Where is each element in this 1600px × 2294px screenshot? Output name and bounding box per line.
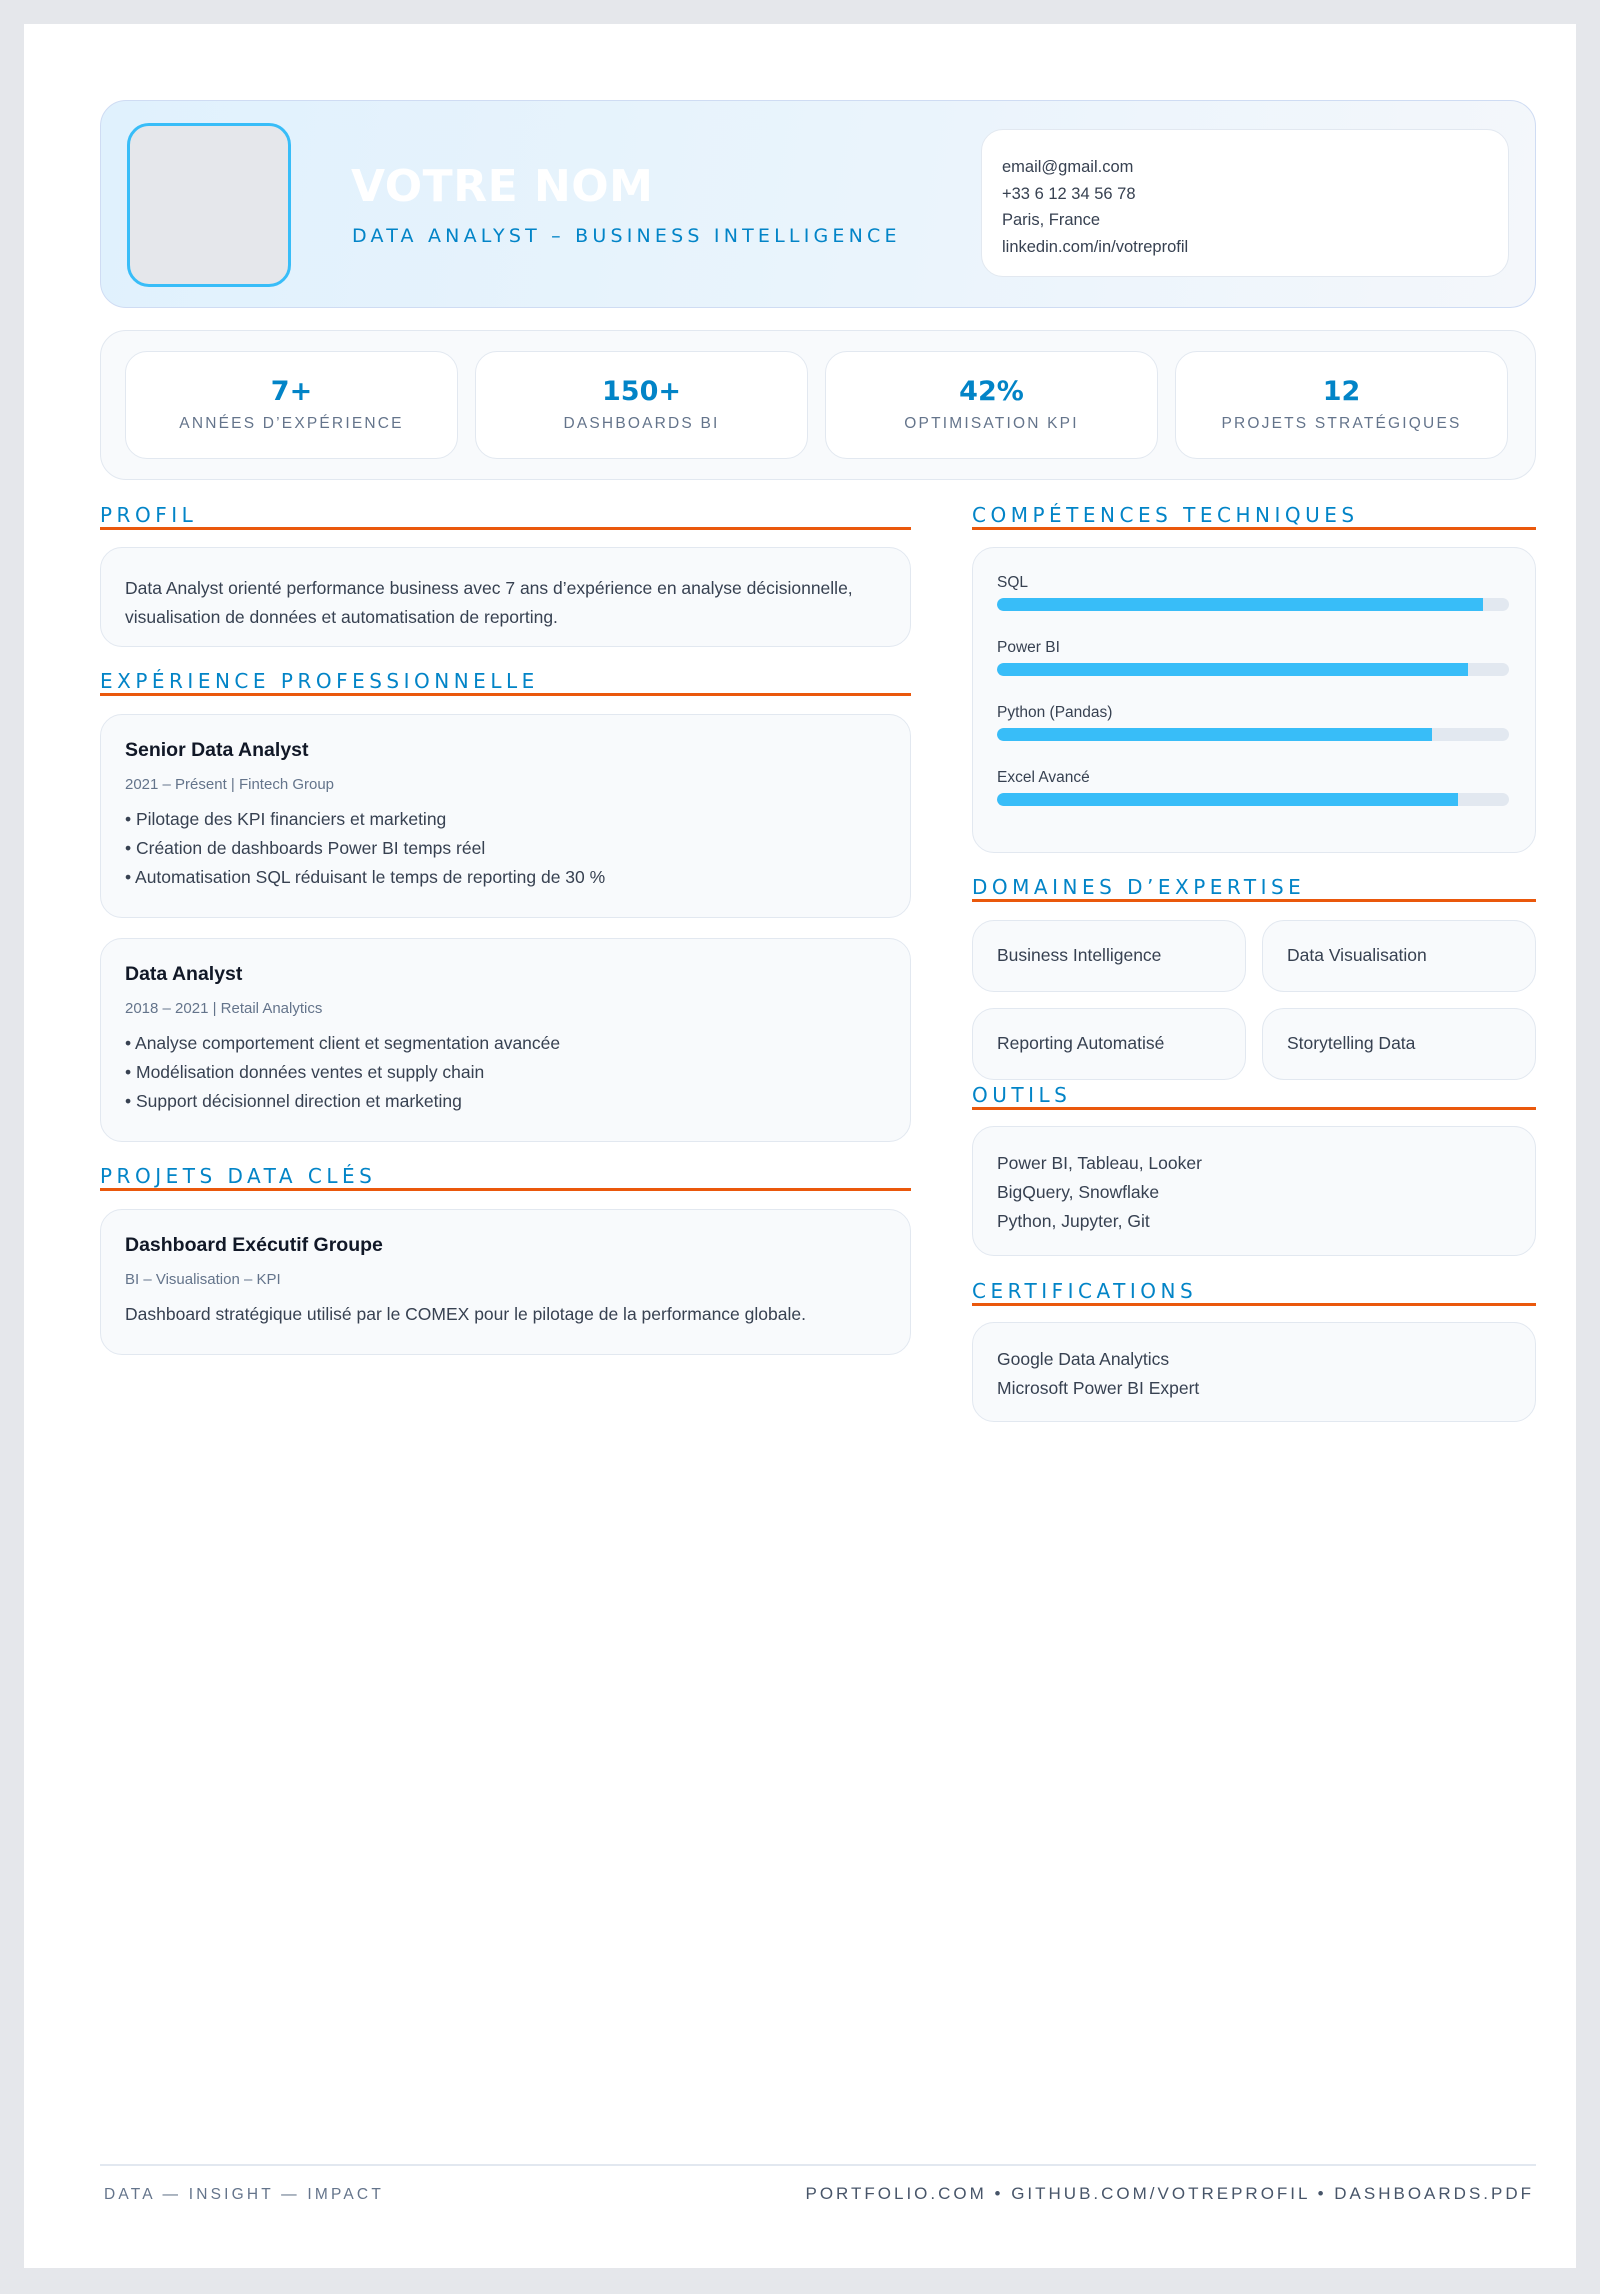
- section-title-certifications: CERTIFICATIONS: [972, 1280, 1536, 1306]
- job-meta: 2021 – Présent | Fintech Group: [125, 776, 335, 793]
- certification-line: Microsoft Power BI Expert: [997, 1378, 1200, 1398]
- profile-card: [100, 547, 911, 647]
- stat-card-kpi: [825, 351, 1158, 459]
- job-title: Senior Data Analyst: [125, 739, 309, 761]
- profile-photo-placeholder: [127, 123, 291, 287]
- stats-bar: [100, 330, 1536, 480]
- experience-card: [100, 938, 911, 1142]
- expertise-chip: Storytelling Data: [1262, 1008, 1536, 1080]
- project-meta: BI – Visualisation – KPI: [125, 1271, 281, 1288]
- skill-bar-track: [997, 598, 1509, 611]
- skill-bar-fill: [997, 793, 1458, 806]
- section-title-skills: COMPÉTENCES TECHNIQUES: [972, 504, 1536, 530]
- footer-tagline: DATA — INSIGHT — IMPACT: [104, 2186, 384, 2203]
- job-bullet: • Création de dashboards Power BI temps réel: [125, 838, 486, 858]
- contact-card: [981, 129, 1509, 277]
- certification-line: Google Data Analytics: [997, 1349, 1170, 1369]
- skill-bar-fill: [997, 728, 1432, 741]
- job-bullet: • Automatisation SQL réduisant le temps de reporting de 30 %: [125, 867, 606, 887]
- tools-line: Power BI, Tableau, Looker: [997, 1153, 1202, 1173]
- skill-bar-track: [997, 793, 1509, 806]
- job-meta: 2018 – 2021 | Retail Analytics: [125, 1000, 323, 1017]
- project-description: Dashboard stratégique utilisé par le COMEX pour le pilotage de la performance globale.: [125, 1304, 806, 1324]
- footer-links[interactable]: PORTFOLIO.COM • GITHUB.COM/VOTREPROFIL • DASHBOARDS.PDF: [805, 2184, 1534, 2203]
- contact-phone: +33 6 12 34 56 78: [1002, 184, 1136, 203]
- expertise-chip: Data Visualisation: [1262, 920, 1536, 992]
- skill-item: [997, 769, 1511, 806]
- tools-line: Python, Jupyter, Git: [997, 1211, 1150, 1231]
- tools-card: [972, 1126, 1536, 1256]
- footer-divider: [100, 2164, 1536, 2166]
- contact-email[interactable]: email@gmail.com: [1002, 158, 1134, 176]
- skill-name: Excel Avancé: [997, 769, 1090, 786]
- skill-bar-track: [997, 728, 1509, 741]
- section-title-profile: PROFIL: [100, 504, 911, 530]
- skill-name: Power BI: [997, 639, 1060, 656]
- header-card: [100, 100, 1536, 308]
- job-bullet: • Analyse comportement client et segmentation avancée: [125, 1033, 561, 1053]
- resume-page: [24, 24, 1576, 2268]
- section-title-tools: OUTILS: [972, 1084, 1536, 1110]
- stat-card-experience: [125, 351, 458, 459]
- stat-card-projects: [1175, 351, 1508, 459]
- job-bullet: • Support décisionnel direction et marketing: [125, 1091, 462, 1111]
- job-bullets: [125, 1029, 886, 1116]
- skill-bar-fill: [997, 598, 1483, 611]
- expertise-chip: Reporting Automatisé: [972, 1008, 1246, 1080]
- skill-item: [997, 639, 1511, 676]
- skill-item: [997, 704, 1511, 741]
- skill-name: SQL: [997, 574, 1029, 591]
- candidate-name: VOTRE NOM: [351, 161, 654, 212]
- skills-card: [972, 547, 1536, 853]
- skill-bar-track: [997, 663, 1509, 676]
- stat-label: PROJETS STRATÉGIQUES: [1221, 415, 1462, 432]
- project-title: Dashboard Exécutif Groupe: [125, 1234, 383, 1256]
- section-title-experience: EXPÉRIENCE PROFESSIONNELLE: [100, 670, 911, 696]
- job-title: Data Analyst: [125, 963, 243, 985]
- certifications-card: [972, 1322, 1536, 1422]
- section-title-expertise: DOMAINES D’EXPERTISE: [972, 876, 1536, 902]
- job-bullet: • Pilotage des KPI financiers et marketing: [125, 809, 447, 829]
- tools-line: BigQuery, Snowflake: [997, 1182, 1160, 1202]
- profile-text: Data Analyst orienté performance business avec 7 ans d’expérience en analyse décisionnelle, visualisation de données et automatisation de reporting.: [125, 578, 853, 627]
- stat-value: 12: [1322, 376, 1361, 407]
- stat-value: 42%: [959, 376, 1024, 407]
- skill-name: Python (Pandas): [997, 704, 1113, 721]
- expertise-chip: Business Intelligence: [972, 920, 1246, 992]
- stat-label: OPTIMISATION KPI: [904, 415, 1079, 432]
- job-subtitle: DATA ANALYST – BUSINESS INTELLIGENCE: [352, 225, 901, 247]
- contact-linkedin[interactable]: linkedin.com/in/votreprofil: [1002, 237, 1189, 256]
- skill-item: [997, 574, 1511, 611]
- experience-card: [100, 714, 911, 918]
- skill-bar-fill: [997, 663, 1468, 676]
- stat-value: 150+: [602, 376, 681, 407]
- project-card: [100, 1209, 911, 1355]
- job-bullet: • Modélisation données ventes et supply chain: [125, 1062, 485, 1082]
- stat-card-dashboards: [475, 351, 808, 459]
- stat-label: DASHBOARDS BI: [563, 415, 720, 432]
- section-title-projects: PROJETS DATA CLÉS: [100, 1165, 911, 1191]
- contact-location: Paris, France: [1002, 211, 1101, 229]
- job-bullets: [125, 805, 886, 892]
- stat-label: ANNÉES D’EXPÉRIENCE: [179, 415, 404, 432]
- stat-value: 7+: [270, 376, 313, 407]
